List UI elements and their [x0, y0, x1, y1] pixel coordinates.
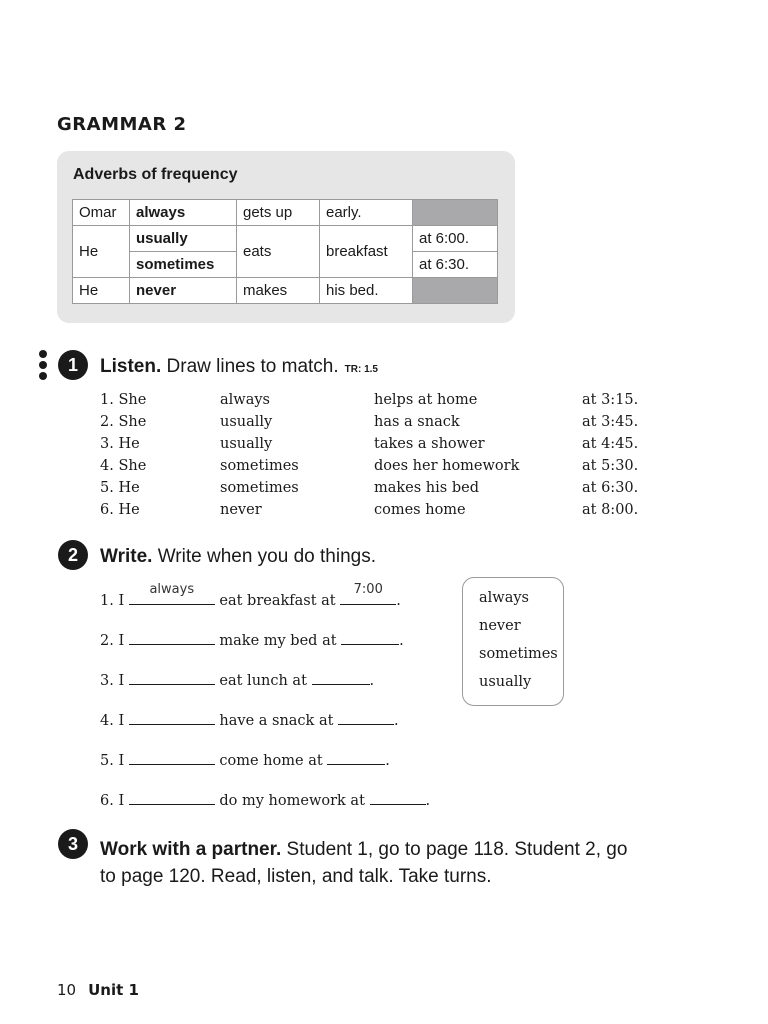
- write-text: eat breakfast at: [219, 593, 336, 609]
- page-footer: [57, 981, 139, 999]
- table-cell: He: [73, 226, 130, 278]
- match-row: [100, 502, 660, 524]
- write-prefix: 5. I: [100, 753, 125, 769]
- table-cell: usually: [130, 226, 237, 252]
- write-text: do my homework at: [219, 793, 365, 809]
- adverb-blank[interactable]: [129, 708, 215, 725]
- grammar-title: GRAMMAR 2: [57, 114, 187, 135]
- exercise-1-heading: [100, 356, 378, 378]
- write-end: .: [385, 753, 390, 769]
- adverb-blank[interactable]: [129, 788, 215, 805]
- exercise-3-instruction-bold: Work with a partner.: [100, 839, 282, 860]
- time-blank[interactable]: [370, 788, 426, 805]
- match-time: at 3:15.: [582, 392, 639, 408]
- page-number: 10: [57, 981, 77, 999]
- table-cell-empty: [413, 200, 498, 226]
- write-prefix: 6. I: [100, 793, 125, 809]
- write-end: .: [399, 633, 404, 649]
- exercise-2-instruction: Write when you do things.: [157, 546, 376, 567]
- match-time: at 8:00.: [582, 502, 639, 518]
- match-adverb: always: [220, 392, 270, 408]
- word-box-item: always: [479, 590, 529, 606]
- exercise-number-badge: 1: [58, 350, 88, 380]
- time-blank[interactable]: [312, 668, 370, 685]
- match-subject: 3. He: [100, 436, 140, 452]
- time-blank[interactable]: [327, 748, 385, 765]
- exercise-number-badge: 2: [58, 540, 88, 570]
- exercise-1-instruction: Draw lines to match.: [166, 356, 339, 377]
- match-subject: 1. She: [100, 392, 147, 408]
- table-cell: always: [130, 200, 237, 226]
- write-text: come home at: [219, 753, 323, 769]
- table-cell: eats: [237, 226, 320, 278]
- unit-label: Unit 1: [88, 981, 139, 999]
- match-subject: 2. She: [100, 414, 147, 430]
- exercise-1-instruction-bold: Listen.: [100, 356, 162, 377]
- match-row: [100, 392, 660, 414]
- match-row: [100, 480, 660, 502]
- match-time: at 4:45.: [582, 436, 639, 452]
- match-activity: does her homework: [374, 458, 520, 474]
- match-time: at 6:30.: [582, 480, 639, 496]
- table-cell: breakfast: [320, 226, 413, 278]
- match-adverb: sometimes: [220, 458, 299, 474]
- write-end: .: [394, 713, 399, 729]
- track-label: TR: 1.5: [344, 364, 378, 375]
- write-prefix: 3. I: [100, 673, 125, 689]
- table-cell: makes: [237, 278, 320, 304]
- write-end: .: [396, 593, 401, 609]
- grammar-box-title: Adverbs of frequency: [73, 166, 238, 183]
- write-prefix: 4. I: [100, 713, 125, 729]
- adverb-blank[interactable]: [129, 668, 215, 685]
- adverb-blank[interactable]: [129, 582, 215, 605]
- write-item: [100, 628, 460, 668]
- match-adverb: usually: [220, 414, 273, 430]
- exercise-2-instruction-bold: Write.: [100, 546, 153, 567]
- word-box: [462, 577, 564, 706]
- table-cell: at 6:30.: [413, 252, 498, 278]
- write-item: [100, 748, 460, 788]
- match-row: [100, 414, 660, 436]
- table-cell: at 6:00.: [413, 226, 498, 252]
- exercise-3-instruction: [100, 836, 640, 890]
- match-list: [100, 392, 660, 524]
- write-end: .: [369, 673, 375, 689]
- match-subject: 6. He: [100, 502, 140, 518]
- time-blank[interactable]: [338, 708, 394, 725]
- match-activity: has a snack: [374, 414, 460, 430]
- match-adverb: usually: [220, 436, 273, 452]
- write-text: make my bed at: [219, 633, 337, 649]
- write-prefix: 2. I: [100, 633, 125, 649]
- match-time: at 5:30.: [582, 458, 639, 474]
- adverb-table: [72, 199, 498, 304]
- write-item: [100, 788, 460, 828]
- exercise-2-heading: [100, 546, 376, 568]
- table-row: [73, 278, 498, 304]
- match-activity: makes his bed: [374, 480, 479, 496]
- match-subject: 5. He: [100, 480, 140, 496]
- write-list: [100, 582, 460, 828]
- adverb-blank[interactable]: [129, 748, 215, 765]
- adverb-blank[interactable]: [129, 628, 215, 645]
- word-box-item: usually: [479, 674, 532, 690]
- match-adverb: sometimes: [220, 480, 299, 496]
- write-item: [100, 708, 460, 748]
- table-row: [73, 226, 498, 252]
- match-subject: 4. She: [100, 458, 147, 474]
- table-cell: Omar: [73, 200, 130, 226]
- match-activity: comes home: [374, 502, 466, 518]
- time-blank[interactable]: [341, 628, 399, 645]
- word-box-item: never: [479, 618, 521, 634]
- table-cell-empty: [413, 278, 498, 304]
- table-cell: never: [130, 278, 237, 304]
- table-cell: his bed.: [320, 278, 413, 304]
- match-row: [100, 436, 660, 458]
- match-activity: takes a shower: [374, 436, 485, 452]
- exercise-number-badge: 3: [58, 829, 88, 859]
- write-item: [100, 582, 460, 628]
- handwritten-time: 7:00: [353, 582, 383, 597]
- match-activity: helps at home: [374, 392, 478, 408]
- word-box-item: sometimes: [479, 646, 558, 662]
- table-row: [73, 200, 498, 226]
- time-blank[interactable]: [340, 582, 396, 605]
- write-item: [100, 668, 460, 708]
- table-cell: early.: [320, 200, 413, 226]
- handwritten-answer: always: [149, 582, 195, 597]
- table-cell: gets up: [237, 200, 320, 226]
- table-cell: sometimes: [130, 252, 237, 278]
- table-cell: He: [73, 278, 130, 304]
- match-row: [100, 458, 660, 480]
- write-prefix: 1. I: [100, 593, 125, 609]
- grammar-box: [57, 151, 515, 323]
- match-adverb: never: [220, 502, 262, 518]
- match-time: at 3:45.: [582, 414, 639, 430]
- write-end: .: [425, 793, 431, 809]
- write-text: have a snack at: [219, 713, 334, 729]
- exercise-3-text: Student 1, go to page 118. Student 2, go to page 120. Read, listen, and talk. Take turns.: [100, 839, 628, 887]
- audio-dots-icon: [38, 350, 48, 380]
- write-text: eat lunch at: [219, 673, 307, 689]
